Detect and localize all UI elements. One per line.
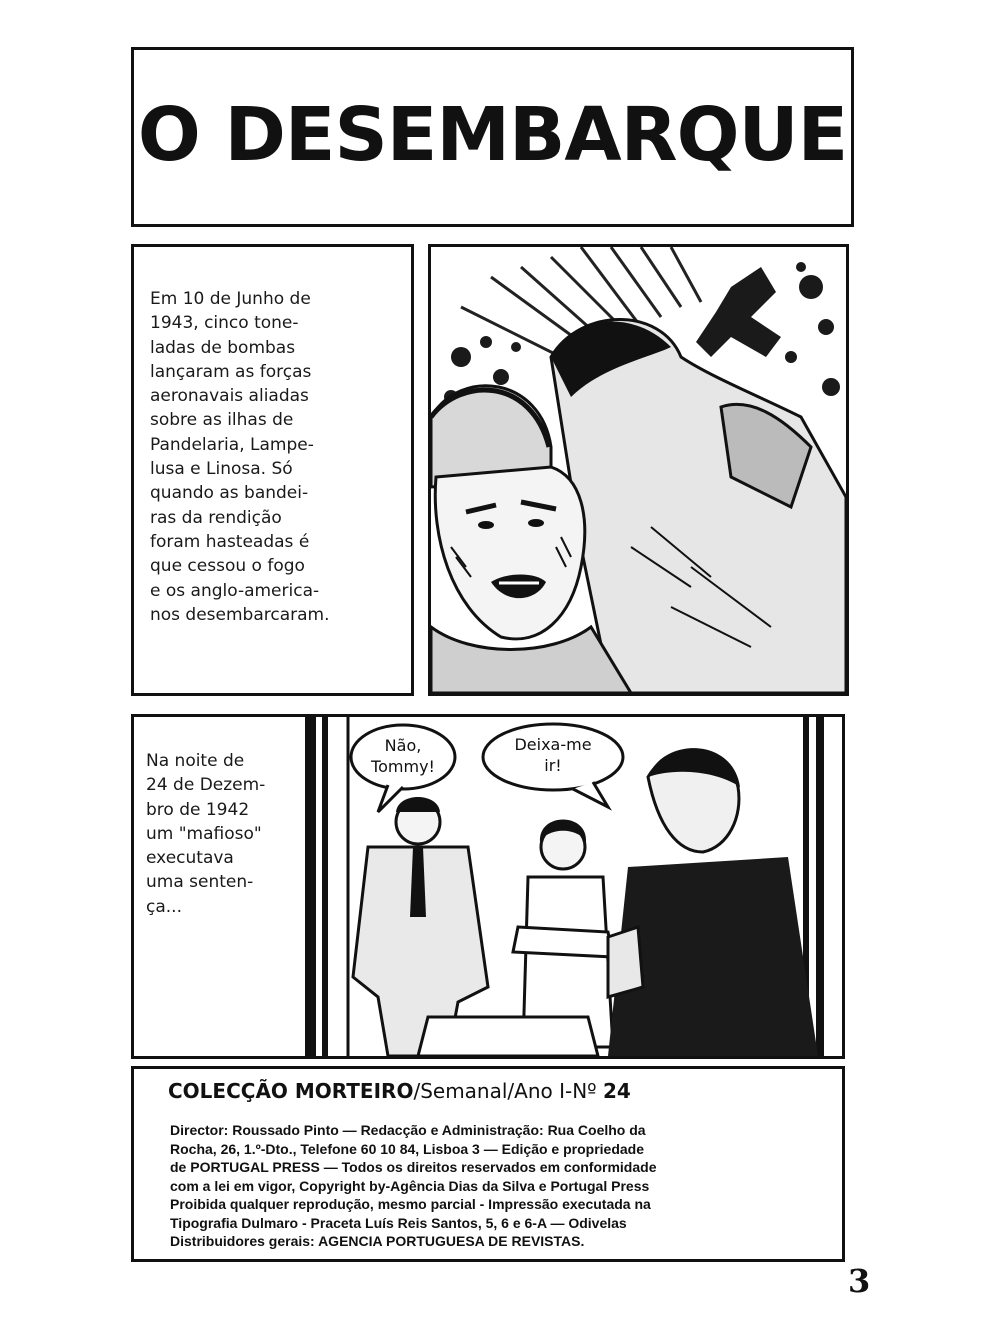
page-title: O DESEMBARQUE [137, 92, 848, 178]
comic-panel-illustration-2 [305, 714, 845, 1059]
issue-number: 24 [602, 1079, 631, 1103]
publication-header [168, 1079, 631, 1103]
page-number: 3 [848, 1262, 871, 1300]
bubble-right-line-1: Deixa-me [514, 735, 592, 754]
mafia-scene-illustration [308, 717, 842, 1056]
series-name: COLECÇÃO MORTEIRO [168, 1079, 414, 1103]
caption-text-1: Em 10 de Junho de 1943, cinco tone- ladas de bombas lançaram as forças aeronavais aliadas sobre as ilhas de Pandelaria, Lampe- lusa e Linosa. Só quando as bandei- ras da rendição foram hasteadas é que cessou o fogo e os anglo-america- nos desembarcaram. [150, 289, 330, 625]
comic-panel-illustration-1 [428, 244, 849, 696]
caption-text-2: Na noite de 24 de Dezem- bro de 1942 um "mafioso" executava uma senten- ça... [146, 751, 266, 917]
title-box [131, 47, 854, 227]
credits-box [131, 1066, 845, 1262]
bubble-left-line-1: Não, [384, 736, 422, 755]
bubble-right-line-2: ir! [544, 756, 562, 775]
soldier-illustration [431, 247, 846, 693]
issue-info: /Semanal/Ano I-Nº [413, 1079, 603, 1103]
credits-text: Director: Roussado Pinto — Redacção e Administração: Rua Coelho da Rocha, 26, 1.º-Dto., Telefone 60 10 84, Lisboa 3 — Edição e propriedade de PORTUGAL PRESS — Todos os direitos reservados em conformidade com a lei em vigor, Copyright by-Agência Dias da Silva e Portugal Press Proibida qualquer reprodução, mesmo parcial - Impressão executada na Tipografia Dulmaro - Praceta Luís Reis Santos, 5, 6 e 6-A — Odivelas Distribuidores gerais: AGENCIA PORTUGUESA DE REVISTAS. [170, 1122, 657, 1249]
bubble-left-line-2: Tommy! [371, 757, 435, 776]
caption-panel-1 [131, 244, 414, 696]
caption-panel-2 [131, 714, 331, 1059]
